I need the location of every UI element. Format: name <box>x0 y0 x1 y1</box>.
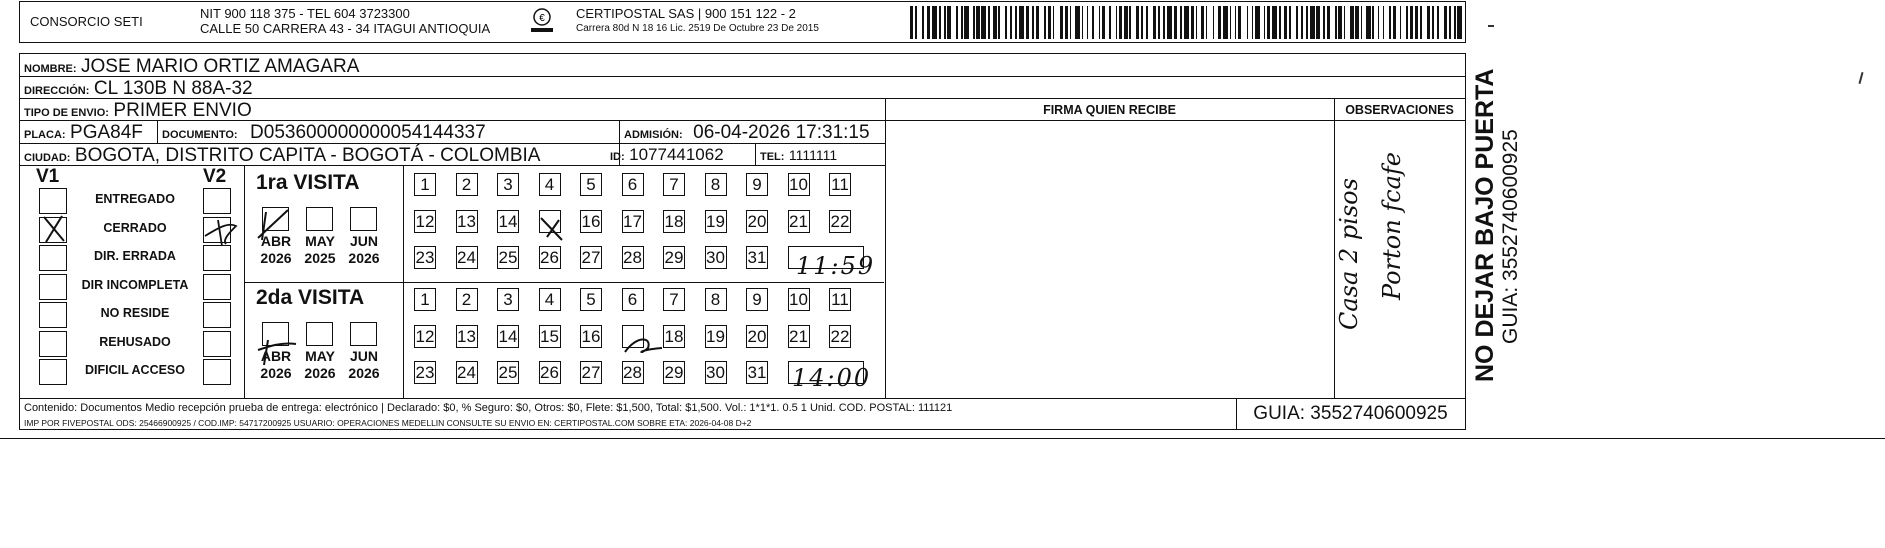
day-box[interactable]: 13 <box>457 326 476 346</box>
day-box[interactable]: 22 <box>830 211 850 231</box>
day-box[interactable]: 16 <box>581 326 601 346</box>
status-reason-label: DIFICIL ACCESO <box>84 363 185 377</box>
day-box[interactable]: 21 <box>789 326 808 346</box>
footer-imp: IMP POR FIVEPOSTAL ODS: 25466900925 / COD.IMP: 54717200925 USUARIO: OPERACIONES MEDELLIN CONSULTE SU ENVIO EN: CERTIPOSTAL.COM SOBRE ETA: 2026-04-08 D+2 <box>24 418 752 428</box>
nombre-label: NOMBRE: <box>24 63 77 75</box>
day-box[interactable]: 3 <box>497 288 519 311</box>
day-box[interactable]: 10 <box>789 175 808 194</box>
v2-label: V2 <box>203 166 227 187</box>
id-value: 1077441062 <box>629 145 724 164</box>
ciudad-label: CIUDAD: <box>24 152 71 164</box>
day-box[interactable]: 4 <box>539 288 561 311</box>
day-box[interactable]: 24 <box>457 363 476 382</box>
day-box[interactable]: 26 <box>540 363 559 382</box>
day-box[interactable]: 24 <box>457 248 476 267</box>
observation-handwriting-2: Porton fcafe <box>1378 152 1406 300</box>
admision-value: 06-04-2026 17:31:15 <box>693 122 870 143</box>
side-no-dejar: NO DEJAR BAJO PUERTA <box>1471 68 1499 382</box>
visit2-time: 14:00 <box>792 364 872 392</box>
observation-handwriting: Casa 2 pisos <box>1335 178 1363 330</box>
day-box[interactable]: 12 <box>415 211 435 231</box>
day-box[interactable]: 1 <box>414 173 436 196</box>
day-box[interactable]: 21 <box>789 211 808 231</box>
day-box[interactable]: 2 <box>456 173 478 196</box>
firma-header: FIRMA QUIEN RECIBE <box>1043 103 1176 117</box>
day-box[interactable]: 30 <box>706 248 725 267</box>
v1-label: V1 <box>36 166 60 187</box>
day-box[interactable]: 8 <box>705 288 727 311</box>
day-box[interactable]: 22 <box>830 326 850 346</box>
day-box[interactable]: 28 <box>623 363 642 382</box>
day-box[interactable]: 7 <box>663 173 685 196</box>
tel-value: 1111111 <box>788 147 838 163</box>
day-box[interactable]: 2 <box>456 288 478 311</box>
address-line: CALLE 50 CARRERA 43 - 34 ITAGUI ANTIOQUIA <box>200 21 491 36</box>
certipostal-license: Carrera 80d N 18 16 Lic. 2519 De Octubre 23 De 2015 <box>576 23 819 34</box>
company-name: CONSORCIO SETI <box>30 14 143 29</box>
visit1-title: 1ra VISITA <box>256 171 360 194</box>
svg-text:€: € <box>539 13 545 24</box>
day-box[interactable]: 30 <box>706 363 725 382</box>
day-box[interactable]: 14 <box>498 326 518 346</box>
day-box[interactable]: 29 <box>664 363 684 382</box>
day-box[interactable]: 17 <box>623 211 642 231</box>
status-reason-label: REHUSADO <box>99 334 171 349</box>
day-box[interactable]: 18 <box>664 211 684 231</box>
placa-label: PLACA: <box>24 129 66 141</box>
day-box[interactable]: 3 <box>497 173 519 196</box>
day-box[interactable]: 11 <box>829 288 851 311</box>
day-box[interactable]: 15 <box>540 326 559 346</box>
visit2-title: 2da VISITA <box>256 286 365 309</box>
day-box[interactable]: 20 <box>747 211 767 231</box>
certipostal-line: CERTIPOSTAL SAS | 900 151 122 - 2 <box>576 6 796 21</box>
day-box[interactable]: 28 <box>623 248 642 267</box>
nit-line: NIT 900 118 375 - TEL 604 3723300 <box>200 6 410 21</box>
placa-value: PGA84F <box>70 122 143 143</box>
day-box[interactable]: 23 <box>415 363 435 382</box>
month-label: JUN <box>349 233 378 249</box>
day-box[interactable]: 5 <box>580 173 602 196</box>
month-label: JUN <box>349 348 378 364</box>
id-label: ID: <box>610 151 625 163</box>
status-reason-label: DIR. ERRADA <box>94 249 176 263</box>
day-box[interactable]: 7 <box>663 288 685 311</box>
day-box[interactable]: 9 <box>746 173 768 196</box>
tel-label: TEL: <box>760 151 785 163</box>
month-label: MAY <box>305 233 335 249</box>
day-box[interactable]: 1 <box>414 288 436 311</box>
admision-label: ADMISIÓN: <box>624 129 683 141</box>
day-box[interactable]: 27 <box>581 248 601 267</box>
day-box[interactable]: 5 <box>580 288 602 311</box>
documento-value: D053600000000054144337 <box>250 122 486 143</box>
day-box[interactable]: 13 <box>457 211 476 231</box>
year-label: 2026 <box>260 250 292 266</box>
day-box[interactable]: 26 <box>540 248 559 267</box>
month-label: MAY <box>305 348 335 364</box>
day-box[interactable]: 19 <box>706 326 725 346</box>
footer-guia: GUIA: 3552740600925 <box>1253 403 1448 424</box>
side-guia: GUIA: 3552740600925 <box>1499 129 1522 344</box>
visit1-time: 11:59 <box>796 252 876 280</box>
year-label: 2026 <box>348 250 380 266</box>
day-box[interactable]: 31 <box>747 248 767 267</box>
day-box[interactable]: 10 <box>789 290 808 309</box>
month-label: ABR <box>260 233 292 249</box>
day-box[interactable]: 20 <box>747 326 767 346</box>
direccion-value: CL 130B N 88A-32 <box>93 78 253 99</box>
status-reason-label: DIR INCOMPLETA <box>81 277 189 292</box>
year-label: 2025 <box>304 250 336 266</box>
day-box[interactable]: 27 <box>581 363 601 382</box>
day-box[interactable]: 8 <box>705 173 727 196</box>
day-box[interactable]: 23 <box>415 248 435 267</box>
day-box[interactable]: 25 <box>498 248 518 267</box>
day-box[interactable]: 6 <box>622 288 644 311</box>
footer-contenido: Contenido: Documentos Medio recepción prueba de entrega: electrónico | Declarado: $0, % Seguro: $0, Otros: $0, Flete: $1,500, Total: $1,500. Vol.: 1*1*1. 0.5 1 Unid. COD. POSTAL: 111121 <box>24 402 953 414</box>
observaciones-header: OBSERVACIONES <box>1345 103 1454 117</box>
day-box[interactable]: 6 <box>622 173 644 196</box>
tipo-label: TIPO DE ENVIO: <box>24 107 109 119</box>
status-reason-label: CERRADO <box>103 220 167 235</box>
day-box[interactable]: 4 <box>539 173 561 196</box>
day-box[interactable]: 14 <box>498 211 518 231</box>
ciudad-value: BOGOTA, DISTRITO CAPITA - BOGOTÁ - COLOMBIA <box>74 145 541 166</box>
tipo-value: PRIMER ENVIO <box>113 100 252 121</box>
status-reason-label: ENTREGADO <box>95 192 175 206</box>
day-box[interactable]: 12 <box>415 326 435 346</box>
day-box[interactable]: 18 <box>664 326 684 346</box>
month-label: ABR <box>260 348 292 364</box>
year-label: 2026 <box>304 365 336 381</box>
direccion-label: DIRECCIÓN: <box>24 85 90 97</box>
day-box[interactable]: 31 <box>747 363 767 382</box>
day-box[interactable]: 19 <box>706 211 725 231</box>
documento-label: DOCUMENTO: <box>162 129 238 141</box>
day-box[interactable]: 29 <box>664 248 684 267</box>
year-label: 2026 <box>348 365 380 381</box>
day-box[interactable]: 9 <box>746 288 768 311</box>
day-box[interactable]: 25 <box>498 363 518 382</box>
day-box[interactable]: 16 <box>581 211 601 231</box>
year-label: 2026 <box>260 365 292 381</box>
day-box[interactable]: 11 <box>829 173 851 196</box>
nombre-value: JOSE MARIO ORTIZ AMAGARA <box>81 56 360 77</box>
status-reason-label: NO RESIDE <box>100 306 170 320</box>
